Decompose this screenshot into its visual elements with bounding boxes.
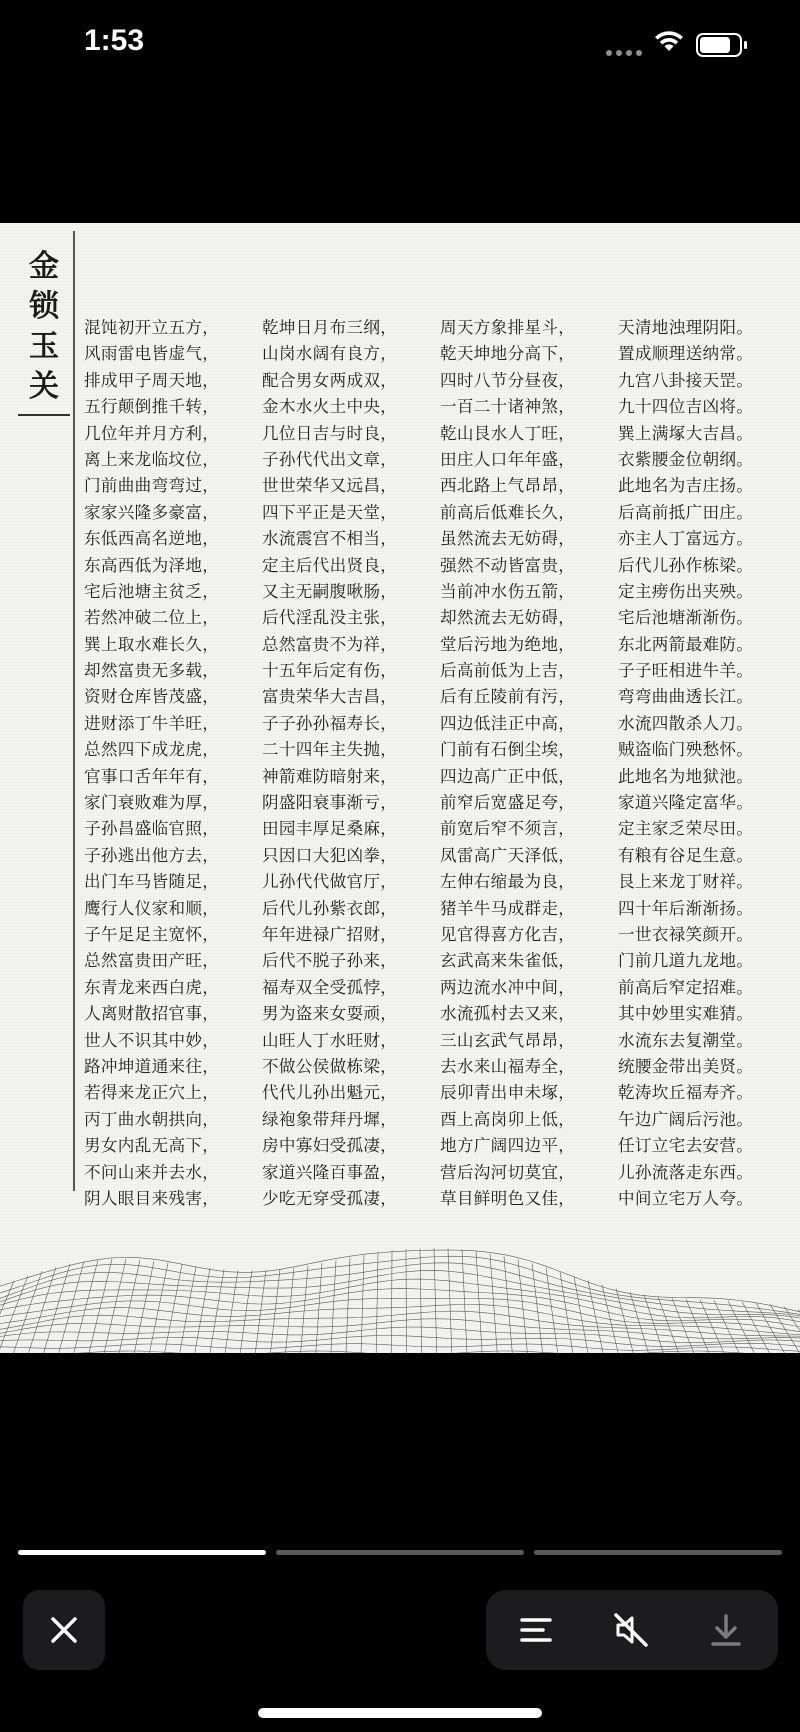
- poem-line: 宅后池塘渐渐伤。: [618, 608, 754, 628]
- poem-line: 辰卯青出申未塚，: [440, 1083, 576, 1103]
- poem-line: 世人不识其中妙，: [84, 1030, 220, 1050]
- poem-line: 弯弯曲曲透长江。: [618, 687, 754, 707]
- poem-line: 福寿双全受孤悖，: [262, 977, 398, 997]
- poem-row: [84, 632, 790, 658]
- poem-line: 五行颠倒推千转，: [84, 397, 220, 417]
- poem-row: [84, 790, 790, 816]
- poem-line: 儿孙代代做官厅，: [262, 872, 398, 892]
- story-toolbar: [486, 1590, 778, 1670]
- poem-line: 绿袍象带拜丹墀，: [262, 1109, 398, 1129]
- poem-line: 有粮有谷足生意。: [618, 845, 754, 865]
- poem-line: 九十四位吉凶将。: [618, 397, 754, 417]
- poem-line: 家道兴隆定富华。: [618, 793, 754, 813]
- poem-line: 前高后低难长久，: [440, 502, 576, 522]
- battery-icon: [696, 33, 750, 57]
- poem-row: [84, 368, 790, 394]
- poem-line: 巽上满塚大吉昌。: [618, 423, 754, 443]
- poem-line: 酉上高岗卯上低，: [440, 1109, 576, 1129]
- margin-divider: [73, 231, 75, 1191]
- poem-line: 家家兴隆多豪富，: [84, 502, 220, 522]
- poem-line: 虽然流去无妨碍，: [440, 529, 576, 549]
- poem-line: 子子旺相进牛羊。: [618, 661, 754, 681]
- poem-line: 后代淫乱没主张，: [262, 608, 398, 628]
- poem-line: 强然不动皆富贵，: [440, 555, 576, 575]
- poem-line: 去水来山福寿全，: [440, 1056, 576, 1076]
- poem-line: 儿孙流落走东西。: [618, 1162, 754, 1182]
- poem-line: 午边广阔后污池。: [618, 1109, 754, 1129]
- poem-line: 四边低洼正中高，: [440, 713, 576, 733]
- poem-line: 子子孙孙福寿长，: [262, 713, 398, 733]
- close-button[interactable]: [23, 1590, 105, 1670]
- poem-row: [84, 922, 790, 948]
- poem-line: 东北两箭最难防。: [618, 634, 754, 654]
- terrain-illustration: [0, 1203, 800, 1353]
- poem-line: 乾坤日月布三纲，: [262, 318, 398, 337]
- poem-line: 任订立宅去安营。: [618, 1136, 754, 1156]
- poem-line: 富贵荣华大吉昌，: [262, 687, 398, 707]
- poem-line: 东青龙来西白虎，: [84, 977, 220, 997]
- poem-line: 置成顺理送纳常。: [618, 344, 754, 364]
- poem-line: 资财仓库皆茂盛，: [84, 687, 220, 707]
- poem-line: 猪羊牛马成群走，: [440, 898, 576, 918]
- poem-line: 水流四散杀人刀。: [618, 713, 754, 733]
- poem-row: [84, 843, 790, 869]
- poem-line: 东高西低为泽地，: [84, 555, 220, 575]
- poem-line: 却然流去无妨碍，: [440, 608, 576, 628]
- title-char: 锁: [29, 289, 59, 324]
- poem-line: 东低西高名逆地，: [84, 529, 220, 549]
- poem-line: 田园丰厚足桑麻，: [262, 819, 398, 839]
- poem-line: 四边高广正中低，: [440, 766, 576, 786]
- poem-line: 山岗水阔有良方，: [262, 344, 398, 364]
- poem-line: 水流震宫不相当，: [262, 529, 398, 549]
- poem-line: 后高前低为上吉，: [440, 661, 576, 681]
- poem-line: 四下平正是天堂，: [262, 502, 398, 522]
- poem-line: 官事口舌年年有，: [84, 766, 220, 786]
- poem-row: [84, 816, 790, 842]
- poem-line: 三山玄武气昂昂，: [440, 1030, 576, 1050]
- poem-line: 田庄人口年年盛，: [440, 449, 576, 469]
- poem-line: 艮上来龙丁财祥。: [618, 872, 754, 892]
- poem-row: [84, 315, 790, 341]
- poem-line: 二十四年主失抛，: [262, 740, 398, 760]
- poem-line: 定主痨伤出夹殃。: [618, 581, 754, 601]
- poem-row: [84, 500, 790, 526]
- poem-line: 后高前抵广田庄。: [618, 502, 754, 522]
- mute-button[interactable]: [607, 1606, 655, 1654]
- poem-line: 西北路上气昂昂，: [440, 476, 576, 496]
- poem-body: [84, 315, 790, 1212]
- poem-row: [84, 341, 790, 367]
- poem-line: 宅后池塘主贫乏，: [84, 581, 220, 601]
- poem-line: 子孙逃出他方去，: [84, 845, 220, 865]
- poem-line: 当前冲水伤五箭，: [440, 581, 576, 601]
- poem-line: 衣紫腰金位朝纲。: [618, 449, 754, 469]
- poem-line: 男女内乱无高下，: [84, 1136, 220, 1156]
- poem-line: 凤雷高广天泽低，: [440, 845, 576, 865]
- poem-line: 门前有石倒尘埃，: [440, 740, 576, 760]
- poem-line: 进财添丁牛羊旺，: [84, 713, 220, 733]
- poem-row: [84, 975, 790, 1001]
- download-button[interactable]: [702, 1606, 750, 1654]
- poem-line: 不做公侯做栋梁，: [262, 1056, 398, 1076]
- poem-row: [84, 1001, 790, 1027]
- poem-line: 离上来龙临坟位，: [84, 449, 220, 469]
- poem-line: 四时八节分昼夜，: [440, 370, 576, 390]
- close-icon: [49, 1615, 79, 1645]
- cellular-signal-icon: [606, 50, 642, 58]
- status-bar: [0, 0, 800, 90]
- poem-row: [84, 1028, 790, 1054]
- download-icon: [709, 1612, 743, 1648]
- poem-line: 家道兴隆百事盈，: [262, 1162, 398, 1182]
- poem-line: 乾天坤地分高下，: [440, 344, 576, 364]
- status-time: 1:53: [84, 24, 145, 57]
- poem-line: 此地名为地狱池。: [618, 766, 754, 786]
- poem-row: [84, 948, 790, 974]
- poem-line: 混饨初开立五方，: [84, 318, 220, 337]
- title-char: 金: [29, 249, 59, 284]
- poem-line: 十五年后定有伤，: [262, 661, 398, 681]
- poem-row: [84, 1133, 790, 1159]
- poem-row: [84, 1080, 790, 1106]
- poem-line: 门前曲曲弯弯过，: [84, 476, 220, 496]
- poem-row: [84, 526, 790, 552]
- poem-line: 几位日吉与时良，: [262, 423, 398, 443]
- poem-line: 阴人眼目来残害，: [84, 1188, 220, 1208]
- poem-row: [84, 1054, 790, 1080]
- poem-line: 四十年后渐渐扬。: [618, 898, 754, 918]
- poem-row: [84, 579, 790, 605]
- poem-line: 堂后污地为绝地，: [440, 634, 576, 654]
- poem-line: 定主后代出贤良，: [262, 555, 398, 575]
- poem-line: 统腰金带出美贤。: [618, 1056, 754, 1076]
- poem-title: [18, 247, 70, 407]
- poem-line: 代代儿孙出魁元，: [262, 1083, 398, 1103]
- poem-line: 世世荣华又远昌，: [262, 476, 398, 496]
- poem-line: 见官得喜方化吉，: [440, 924, 576, 944]
- poem-line: 鹰行人仪家和顺，: [84, 898, 220, 918]
- poem-row: [84, 764, 790, 790]
- poem-line: 不问山来并去水，: [84, 1162, 220, 1182]
- poem-line: 几位年并月方利，: [84, 423, 220, 443]
- poem-line: 丙丁曲水朝拱向，: [84, 1109, 220, 1129]
- poem-line: 金木水火土中央，: [262, 397, 398, 417]
- poem-line: 山旺人丁水旺财，: [262, 1030, 398, 1050]
- poem-line: 后代儿孙紫衣郎，: [262, 898, 398, 918]
- poem-row: [84, 421, 790, 447]
- poem-row: [84, 605, 790, 631]
- poem-line: 年年进禄广招财，: [262, 924, 398, 944]
- poem-line: 地方广阔四边平，: [440, 1136, 576, 1156]
- poem-row: [84, 658, 790, 684]
- poem-line: 乾涛坎丘福寿齐。: [618, 1083, 754, 1103]
- poem-line: 排成甲子周天地，: [84, 370, 220, 390]
- list-icon: [519, 1615, 553, 1645]
- poem-line: 只因口大犯凶拳，: [262, 845, 398, 865]
- poem-line: 周天方象排星斗，: [440, 318, 576, 337]
- poem-line: 左伸右缩最为良，: [440, 872, 576, 892]
- poem-line: 又主无嗣腹啾肠，: [262, 581, 398, 601]
- poem-line: 中间立宅万人夸。: [618, 1188, 754, 1208]
- poem-line: 贼盗临门殃愁怀。: [618, 740, 754, 760]
- poem-line: 巽上取水难长久，: [84, 634, 220, 654]
- poem-line: 前高后窄定招难。: [618, 977, 754, 997]
- poem-row: [84, 1107, 790, 1133]
- poem-row: [84, 1160, 790, 1186]
- poem-line: 少吃无穿受孤凄，: [262, 1188, 398, 1208]
- poem-line: 却然富贵无多载，: [84, 661, 220, 681]
- poem-line: 水流东去复潮堂。: [618, 1030, 754, 1050]
- poem-row: [84, 711, 790, 737]
- poem-line: 玄武高来朱雀低，: [440, 951, 576, 971]
- poem-line: 门前几道九龙地。: [618, 951, 754, 971]
- poem-line: 子孙代代出文章，: [262, 449, 398, 469]
- poem-line: 若得来龙正穴上，: [84, 1083, 220, 1103]
- poem-line: 后代儿孙作栋梁。: [618, 555, 754, 575]
- title-char: 关: [29, 369, 59, 404]
- title-char: 玉: [29, 329, 59, 364]
- poem-line: 亦主人丁富远方。: [618, 529, 754, 549]
- poem-line: 九宫八卦接天罡。: [618, 370, 754, 390]
- poem-row: [84, 684, 790, 710]
- poem-row: [84, 447, 790, 473]
- wifi-icon: [653, 29, 685, 53]
- poem-line: 人离财散招官事，: [84, 1004, 220, 1024]
- poem-line: 其中妙里实难猜。: [618, 1004, 754, 1024]
- poem-line: 前窄后宽盛足夸，: [440, 793, 576, 813]
- poem-line: 阴盛阳衰事渐亏，: [262, 793, 398, 813]
- poem-line: 男为盗来女耍顽，: [262, 1004, 398, 1024]
- home-indicator: [258, 1708, 542, 1718]
- title-underline: [18, 414, 70, 416]
- poem-line: 路冲坤道通来往，: [84, 1056, 220, 1076]
- speaker-muted-icon: [612, 1611, 650, 1649]
- poem-line: 一世衣禄笑颜开。: [618, 924, 754, 944]
- poem-line: 配合男女两成双，: [262, 370, 398, 390]
- story-progress-segment-1: [18, 1550, 266, 1555]
- poem-line: 子孙昌盛临官照，: [84, 819, 220, 839]
- poem-row: [84, 869, 790, 895]
- poem-line: 前宽后窄不须言，: [440, 819, 576, 839]
- poem-line: 子午足足主宽怀，: [84, 924, 220, 944]
- story-progress-segment-2: [276, 1550, 524, 1555]
- poem-line: 乾山艮水人丁旺，: [440, 423, 576, 443]
- poem-line: 此地名为吉庄扬。: [618, 476, 754, 496]
- poem-line: 两边流水冲中间，: [440, 977, 576, 997]
- poem-row: [84, 473, 790, 499]
- poem-line: 定主家乏荣尽田。: [618, 819, 754, 839]
- poem-line: 后有丘陵前有污，: [440, 687, 576, 707]
- poem-line: 神箭难防暗射来，: [262, 766, 398, 786]
- poem-line: 总然四下成龙虎，: [84, 740, 220, 760]
- poem-line: 营后沟河切莫宜，: [440, 1162, 576, 1182]
- poem-line: 水流孤村去又来，: [440, 1004, 576, 1024]
- poem-line: 出门车马皆随足，: [84, 872, 220, 892]
- poem-line: 草目鲜明色又佳，: [440, 1188, 576, 1208]
- story-image: [0, 223, 800, 1353]
- poem-row: [84, 394, 790, 420]
- poem-line: 一百二十诸神煞，: [440, 397, 576, 417]
- story-progress-segment-3: [534, 1550, 782, 1555]
- poem-row: [84, 896, 790, 922]
- poem-line: 房中寡妇受孤凄，: [262, 1136, 398, 1156]
- poem-line: 家门衰败难为厚，: [84, 793, 220, 813]
- menu-button[interactable]: [512, 1606, 560, 1654]
- poem-line: 后代不脱子孙来，: [262, 951, 398, 971]
- poem-row: [84, 553, 790, 579]
- story-progress-fill: [18, 1550, 266, 1555]
- poem-row: [84, 737, 790, 763]
- poem-line: 风雨雷电皆虚气，: [84, 344, 220, 364]
- poem-line: 总然富贵田产旺，: [84, 951, 220, 971]
- poem-line: 天清地浊理阴阳。: [618, 318, 754, 337]
- poem-line: 若然冲破二位上，: [84, 608, 220, 628]
- poem-line: 总然富贵不为祥，: [262, 634, 398, 654]
